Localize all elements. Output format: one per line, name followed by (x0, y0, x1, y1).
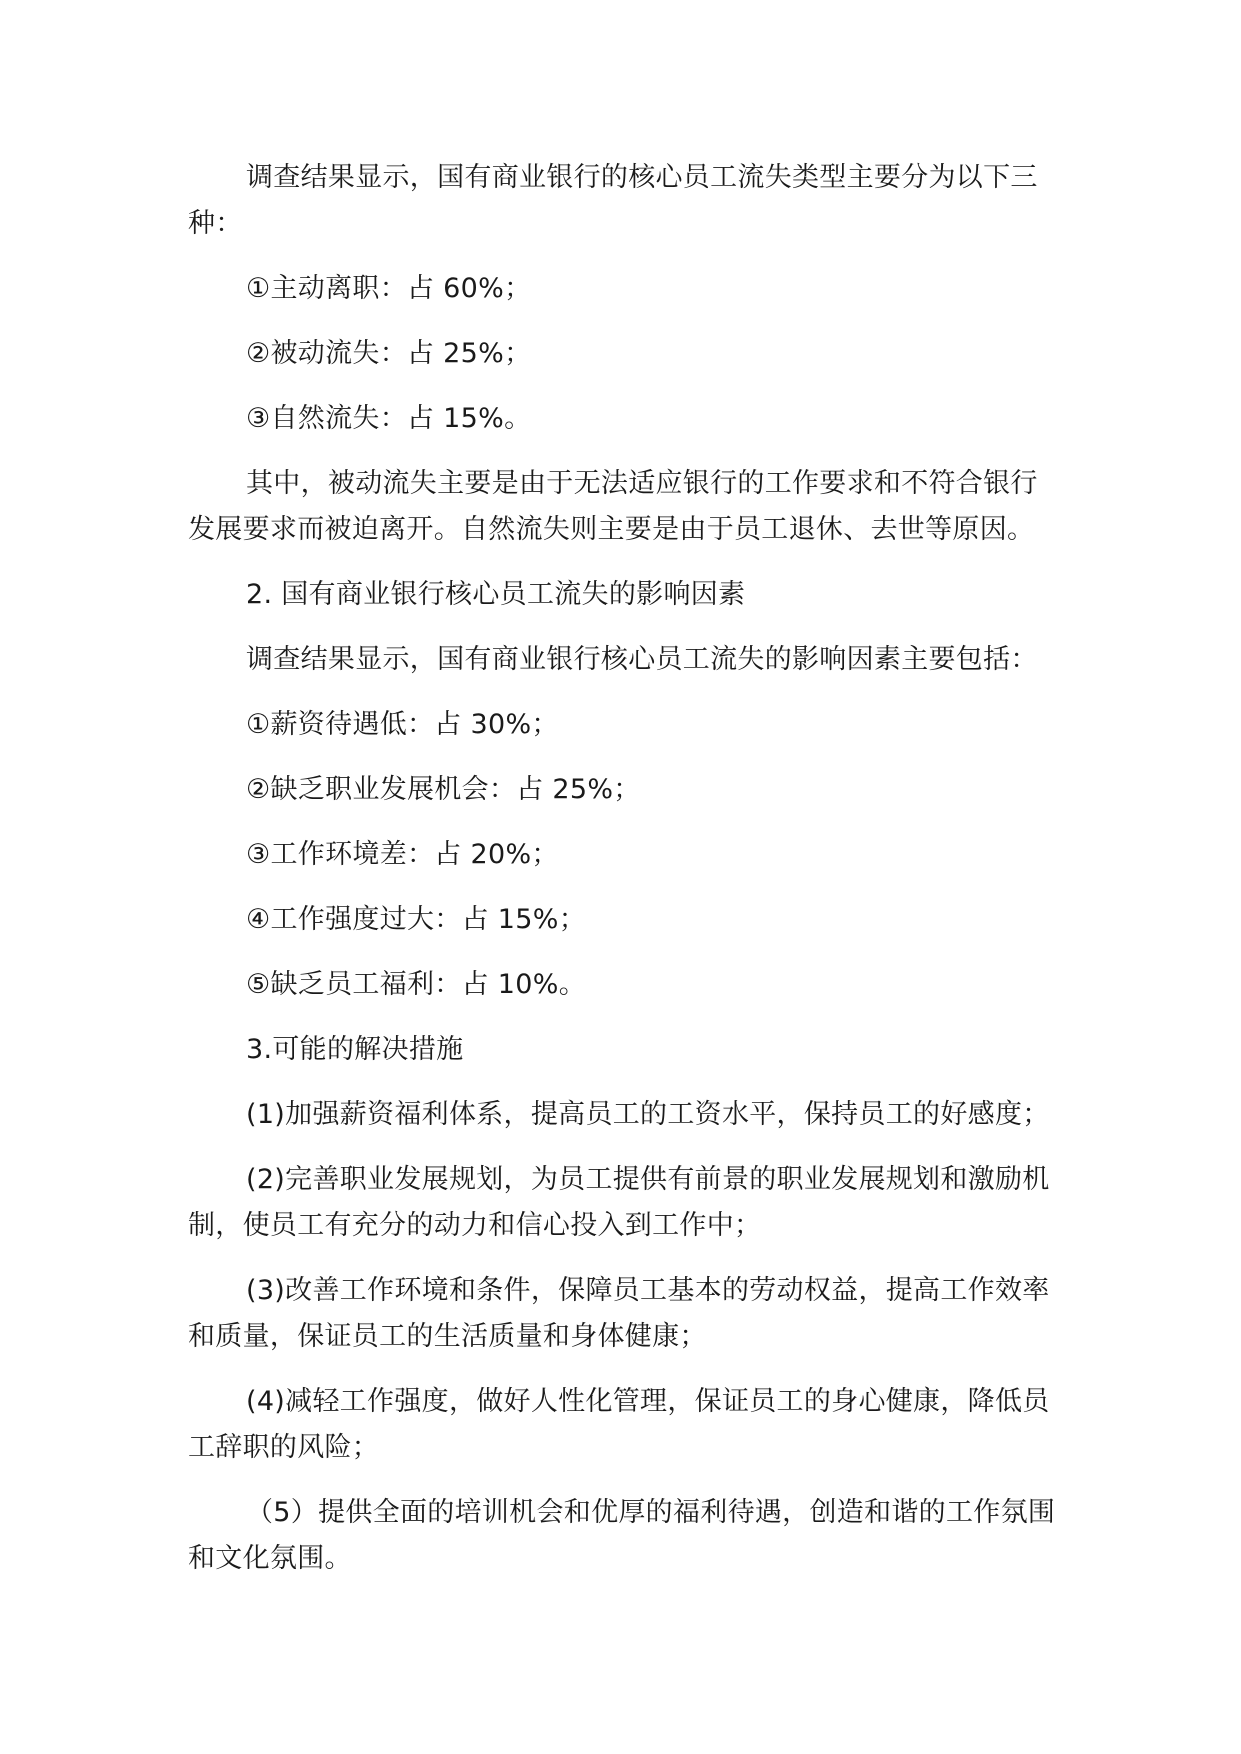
list-item: ①主动离职：占 60%； (246, 273, 532, 304)
measure-item: (1)加强薪资福利体系，提高员工的工资水平，保持员工的好感度； (246, 1099, 1050, 1130)
measure-item: (4)减轻工作强度，做好人性化管理，保证员工的身心健康，降低员工辞职的风险； (188, 1386, 1050, 1463)
list-item: ②缺乏职业发展机会：占 25%； (246, 774, 641, 805)
measure-item: (2)完善职业发展规划，为员工提供有前景的职业发展规划和激励机制，使员工有充分的动力和信心投入到工作中； (188, 1164, 1050, 1241)
measure-item: （5）提供全面的培训机会和优厚的福利待遇，创造和谐的工作氛围和文化氛围。 (188, 1497, 1056, 1574)
list-item: ⑤缺乏员工福利：占 10%。 (246, 969, 586, 1000)
section-heading: 3.可能的解决措施 (246, 1034, 464, 1065)
measure-item: (3)改善工作环境和条件，保障员工基本的劳动权益，提高工作效率和质量，保证员工的生活质量和身体健康； (188, 1275, 1050, 1352)
list-item: ③自然流失：占 15%。 (246, 403, 532, 434)
paragraph-explanation: 其中，被动流失主要是由于无法适应银行的工作要求和不符合银行发展要求而被迫离开。自然流失则主要是由于员工退休、去世等原因。 (188, 468, 1038, 545)
paragraph-intro: 调查结果显示，国有商业银行的核心员工流失类型主要分为以下三种： (188, 162, 1038, 239)
paragraph-factors-intro: 调查结果显示，国有商业银行核心员工流失的影响因素主要包括： (246, 644, 1038, 675)
list-item: ③工作环境差：占 20%； (246, 839, 559, 870)
section-heading: 2. 国有商业银行核心员工流失的影响因素 (246, 579, 746, 610)
list-item: ①薪资待遇低：占 30%； (246, 709, 559, 740)
document-body (188, 155, 1056, 1582)
list-item: ②被动流失：占 25%； (246, 338, 532, 369)
list-item: ④工作强度过大：占 15%； (246, 904, 586, 935)
